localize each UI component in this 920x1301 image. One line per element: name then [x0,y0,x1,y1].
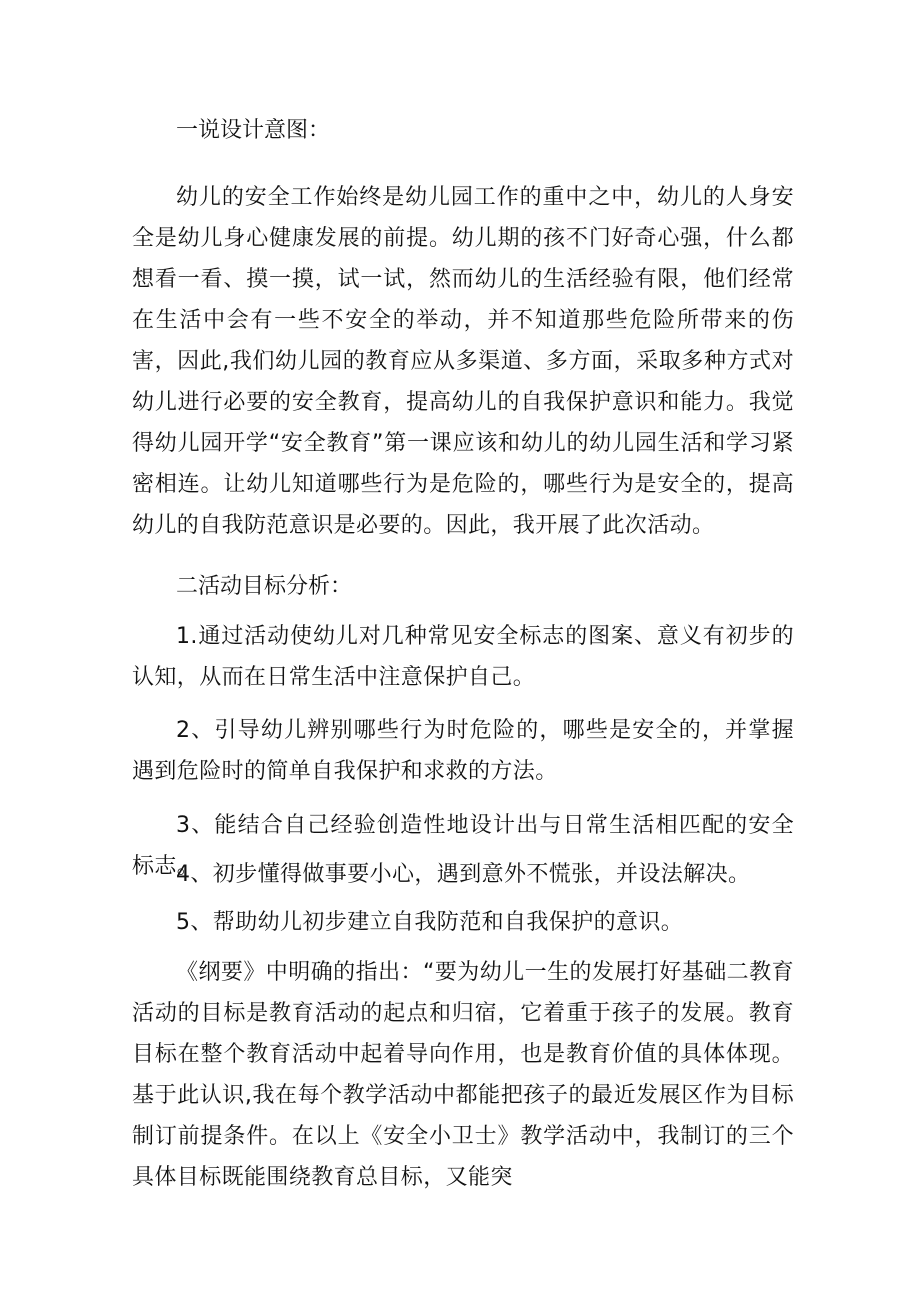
goal-item-2: 2、引导幼儿辨别哪些行为时危险的，哪些是安全的，并掌握遇到危险时的简单自我保护和求救的方法。 [132,718,794,784]
closing-paragraph: 《纲要》中明确的指出：“要为幼儿一生的发展打好基础二教育活动的目标是教育活动的起点和归宿，它着重于孩子的发展。教育目标在整个教育活动中起着导向作用，也是教育价值的具体体现。基于此认识,我在每个教学活动中都能把孩子的最近发展区作为目标制订前提条件。在以上《安全小卫士》教学活动中，我制订的三个具体目标既能围绕教育总目标，又能突 [132,960,794,1190]
section-heading-design-intent: 一说设计意图： [176,118,331,143]
goal-item-1: 1.通过活动使幼儿对几种常见安全标志的图案、意义有初步的认知，从而在日常生活中注意保护自己。 [132,624,794,690]
design-intent-paragraph: 幼儿的安全工作始终是幼儿园工作的重中之中，幼儿的人身安全是幼儿身心健康发展的前提。幼儿期的孩不门好奇心强，什么都想看一看、摸一摸，试一试，然而幼儿的生活经验有限，他们经常在生活中会有一些不安全的举动，并不知道那些危险所带来的伤害，因此,我们幼儿园的教育应从多渠道、多方面，采取多种方式对幼儿进行必要的安全教育，提高幼儿的自我保护意识和能力。我觉得幼儿园开学“安全教育”第一课应该和幼儿的幼儿园生活和学习紧密相连。让幼儿知道哪些行为是危险的，哪些行为是安全的，提高幼儿的自我防范意识是必要的。因此，我开展了此次活动。 [132,185,794,538]
section-heading-goal-analysis: 二活动目标分析： [176,574,353,599]
goal-item-4: 4、初步懂得做事要小心，遇到意外不慌张，并设法解决。 [176,862,751,887]
goal-item-3: 3、能结合自己经验创造性地设计出与日常生活相匹配的安全标志。 [132,813,794,879]
goal-item-5: 5、帮助幼儿初步建立自我防范和自我保护的意识。 [176,910,684,935]
